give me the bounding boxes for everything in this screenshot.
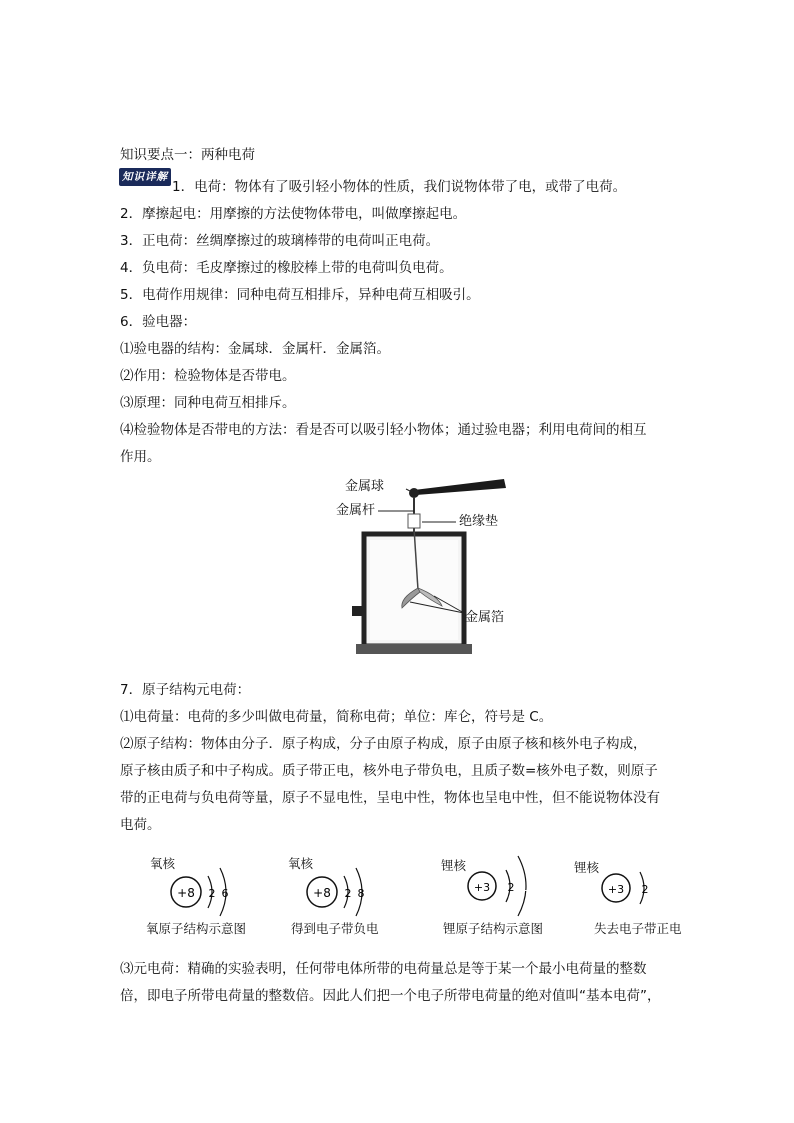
side-knob xyxy=(352,606,362,616)
item-1: 1．电荷：物体有了吸引轻小物体的性质，我们说物体带了电，或带了电荷。 xyxy=(172,179,627,195)
atom-p3b: 倍，即电子所带电荷量的整数倍。因此人们把一个电子所带电荷量的绝对值叫“基本电荷”， xyxy=(120,988,661,1004)
atom-caption: 得到电子带负电 xyxy=(291,921,379,936)
electroscope-figure xyxy=(330,470,530,660)
nucleus-charge: +8 xyxy=(313,886,331,900)
atom-caption: 锂原子结构示意图 xyxy=(443,921,544,936)
label-metal-rod: 金属杆 xyxy=(336,503,376,518)
shell-count-1: 2 xyxy=(507,881,515,894)
shell-count-1: 2 xyxy=(641,883,649,896)
knowledge-badge: 知识详解 xyxy=(119,168,171,186)
atom-p1: ⑴电荷量：电荷的多少叫做电荷量，简称电荷；单位：库仑，符号是 C。 xyxy=(120,709,553,725)
sub-item-4b: 作用。 xyxy=(120,449,161,465)
charging-rod xyxy=(414,479,506,495)
shell-count-2: 1 xyxy=(520,881,528,894)
item-5: 5．电荷作用规律：同种电荷互相排斥，异种电荷互相吸引。 xyxy=(120,287,480,303)
atom-caption: 氧原子结构示意图 xyxy=(146,921,247,936)
atom-p3a: ⑶元电荷：精确的实验表明，任何带电体所带的电荷量总是等于某一个最小电荷量的整数 xyxy=(120,961,647,977)
nucleus-charge: +8 xyxy=(177,886,195,900)
nucleus-charge: +3 xyxy=(473,881,491,894)
nucleus-label: 氧核 xyxy=(288,856,314,871)
sub-item-4a: ⑷检验物体是否带电的方法：看是否可以吸引轻小物体；通过验电器；利用电荷间的相互 xyxy=(120,422,647,438)
nucleus-label: 氧核 xyxy=(150,856,176,871)
item-3: 3．正电荷：丝绸摩擦过的玻璃棒带的电荷叫正电荷。 xyxy=(120,233,440,249)
atom-section-title: 7．原子结构元电荷： xyxy=(120,682,251,698)
atom-p2d: 电荷。 xyxy=(120,817,161,833)
nucleus-label: 锂核 xyxy=(574,860,600,875)
sub-item-1: ⑴验电器的结构：金属球．金属杆．金属箔。 xyxy=(120,341,390,357)
atom-caption: 失去电子带正电 xyxy=(594,921,682,936)
atom-p2a: ⑵原子结构：物体由分子．原子构成，分子由原子构成，原子由原子核和核外电子构成， xyxy=(120,736,647,752)
item-2: 2．摩擦起电：用摩擦的方法使物体带电，叫做摩擦起电。 xyxy=(120,206,467,222)
metal-ball xyxy=(409,488,419,498)
base xyxy=(356,644,472,654)
atom-p2c: 带的正电荷与负电荷等量，原子不显电性，呈电中性，物体也呈电中性，但不能说物体没有 xyxy=(120,790,660,806)
shell-count-2: 6 xyxy=(221,887,229,900)
atom-p2b: 原子核由质子和中子构成。质子带正电，核外电子带负电，且质子数=核外电子数，则原子 xyxy=(120,763,658,779)
label-insulator: 绝缘垫 xyxy=(459,514,499,529)
nucleus-label: 锂核 xyxy=(441,858,467,873)
shell-count-1: 2 xyxy=(344,887,352,900)
item-6: 6．验电器： xyxy=(120,314,197,330)
nucleus-charge: +3 xyxy=(607,883,625,896)
insulator-pad xyxy=(408,514,420,528)
shell-count-1: 2 xyxy=(208,887,216,900)
label-metal-foil: 金属箔 xyxy=(465,610,505,625)
sub-item-2: ⑵作用：检验物体是否带电。 xyxy=(120,368,296,384)
shell-count-2: 8 xyxy=(357,887,365,900)
item-4: 4．负电荷：毛皮摩擦过的橡胶棒上带的电荷叫负电荷。 xyxy=(120,260,453,276)
sub-item-3: ⑶原理：同种电荷互相排斥。 xyxy=(120,395,296,411)
label-metal-ball: 金属球 xyxy=(345,479,385,494)
section-title: 知识要点一：两种电荷 xyxy=(120,147,255,163)
